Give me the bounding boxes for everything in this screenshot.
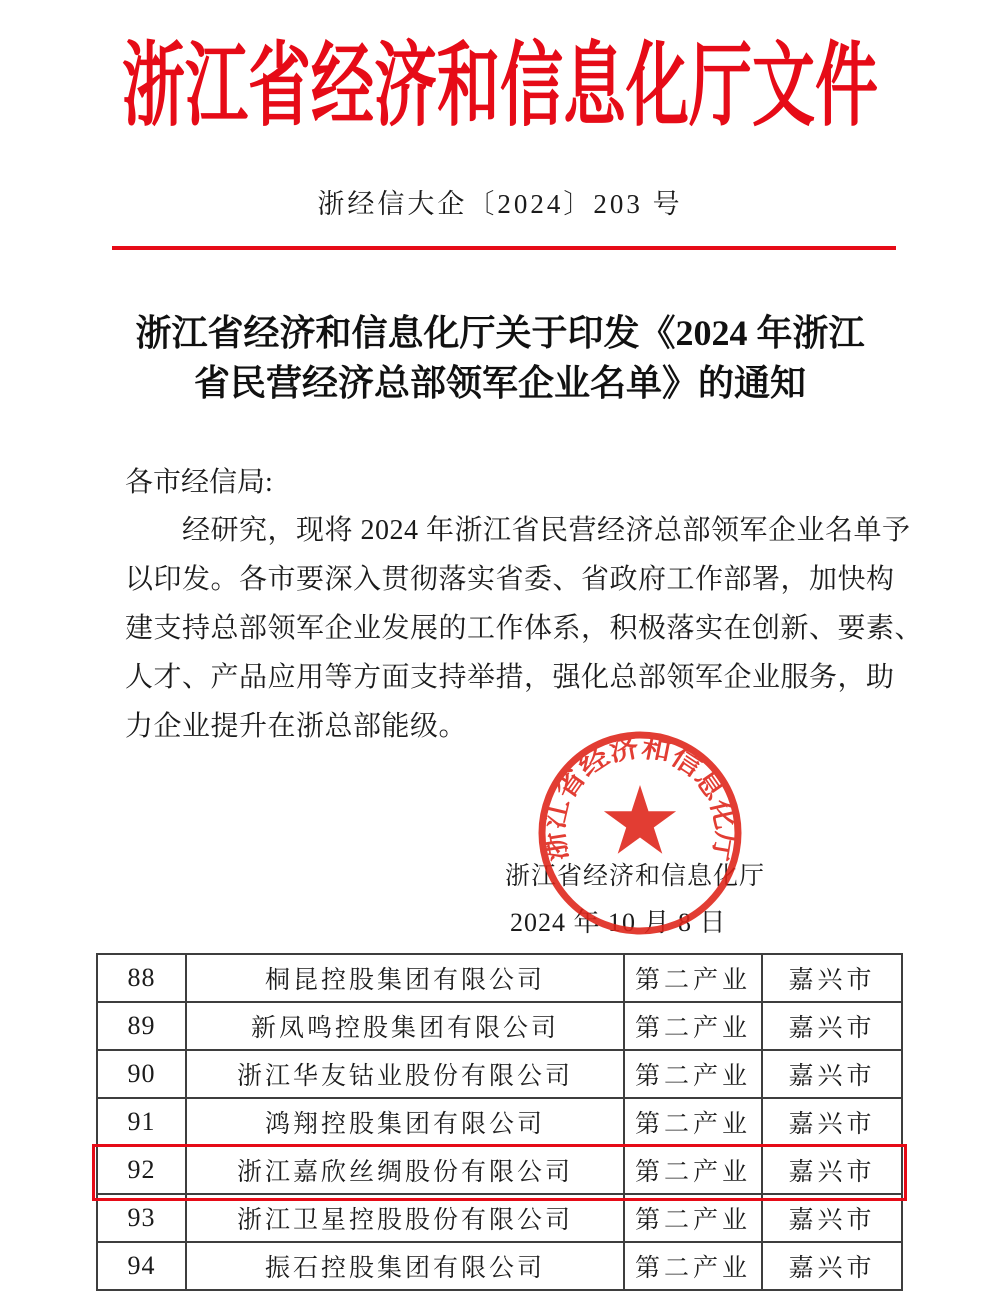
- industry-cell: 第二产业: [625, 1195, 763, 1241]
- company-cell: 振石控股集团有限公司: [185, 1243, 625, 1289]
- industry-cell: 第二产业: [625, 1051, 763, 1097]
- city-cell: 嘉兴市: [788, 1159, 876, 1186]
- document-header: [0, 24, 1000, 137]
- table-row: [98, 1051, 901, 1099]
- seq-cell: 91: [127, 1107, 156, 1136]
- company-cell: 桐昆控股集团有限公司: [185, 955, 625, 1001]
- seq-cell: 90: [127, 1059, 156, 1088]
- table-row-highlighted: [98, 1147, 901, 1195]
- paragraph-line: 经研究，现将 2024 年浙江省民营经济总部领军企业名单予: [182, 515, 911, 546]
- company-cell: 鸿翔控股集团有限公司: [185, 1099, 625, 1145]
- city-cell: 嘉兴市: [788, 1255, 876, 1282]
- city-cell: 嘉兴市: [788, 967, 876, 994]
- svg-text:浙江省经济和信息化厅: [539, 731, 742, 864]
- company-cell: 浙江嘉欣丝绸股份有限公司: [185, 1147, 625, 1193]
- notice-title-line2: 省民营经济总部领军企业名单》的通知: [193, 363, 806, 403]
- issuer-signature: 浙江省经济和信息化厅: [505, 863, 766, 890]
- document-number: 浙经信大企〔2024〕203 号: [317, 189, 683, 219]
- header-title-text: 浙江省经济和信息化厅文件: [122, 35, 878, 137]
- city-cell: 嘉兴市: [788, 1207, 876, 1234]
- company-list-table: [96, 953, 903, 1291]
- company-cell: 浙江华友钴业股份有限公司: [185, 1051, 625, 1097]
- issue-date: 2024 年 10 月 8 日: [510, 908, 727, 937]
- stamp-arc-text: 浙江省经济和信息化厅: [539, 732, 742, 864]
- paragraph-line: 建支持总部领军企业发展的工作体系，积极落实在创新、要素、: [125, 613, 924, 644]
- industry-cell: 第二产业: [625, 1243, 763, 1289]
- seq-cell: 93: [127, 1203, 156, 1232]
- city-cell: 嘉兴市: [788, 1015, 876, 1042]
- salutation: 各市经信局:: [125, 467, 273, 498]
- industry-cell: 第二产业: [625, 1003, 763, 1049]
- seq-cell: 94: [127, 1251, 156, 1280]
- red-divider-line: [112, 246, 896, 250]
- company-cell: 浙江卫星控股股份有限公司: [185, 1195, 625, 1241]
- company-cell: 新凤鸣控股集团有限公司: [185, 1003, 625, 1049]
- paragraph-line: 以印发。各市要深入贯彻落实省委、省政府工作部署，加快构: [125, 564, 895, 595]
- paragraph-line: 力企业提升在浙总部能级。: [125, 711, 468, 742]
- star-icon: [604, 785, 676, 854]
- table-row: [98, 1003, 901, 1051]
- seq-cell: 89: [127, 1011, 156, 1040]
- notice-title: [0, 308, 1000, 408]
- notice-title-line1: 浙江省经济和信息化厅关于印发《2024 年浙江: [135, 313, 865, 353]
- industry-cell: 第二产业: [625, 955, 763, 1001]
- table-row: [98, 955, 901, 1003]
- paragraph-line: 人才、产品应用等方面支持举措，强化总部领军企业服务，助: [125, 662, 895, 693]
- seq-cell: 92: [127, 1155, 156, 1184]
- table-row: [98, 1243, 901, 1291]
- city-cell: 嘉兴市: [788, 1063, 876, 1090]
- table-row: [98, 1195, 901, 1243]
- city-cell: 嘉兴市: [788, 1111, 876, 1138]
- table-row: [98, 1099, 901, 1147]
- industry-cell: 第二产业: [625, 1147, 763, 1193]
- industry-cell: 第二产业: [625, 1099, 763, 1145]
- seq-cell: 88: [127, 963, 156, 992]
